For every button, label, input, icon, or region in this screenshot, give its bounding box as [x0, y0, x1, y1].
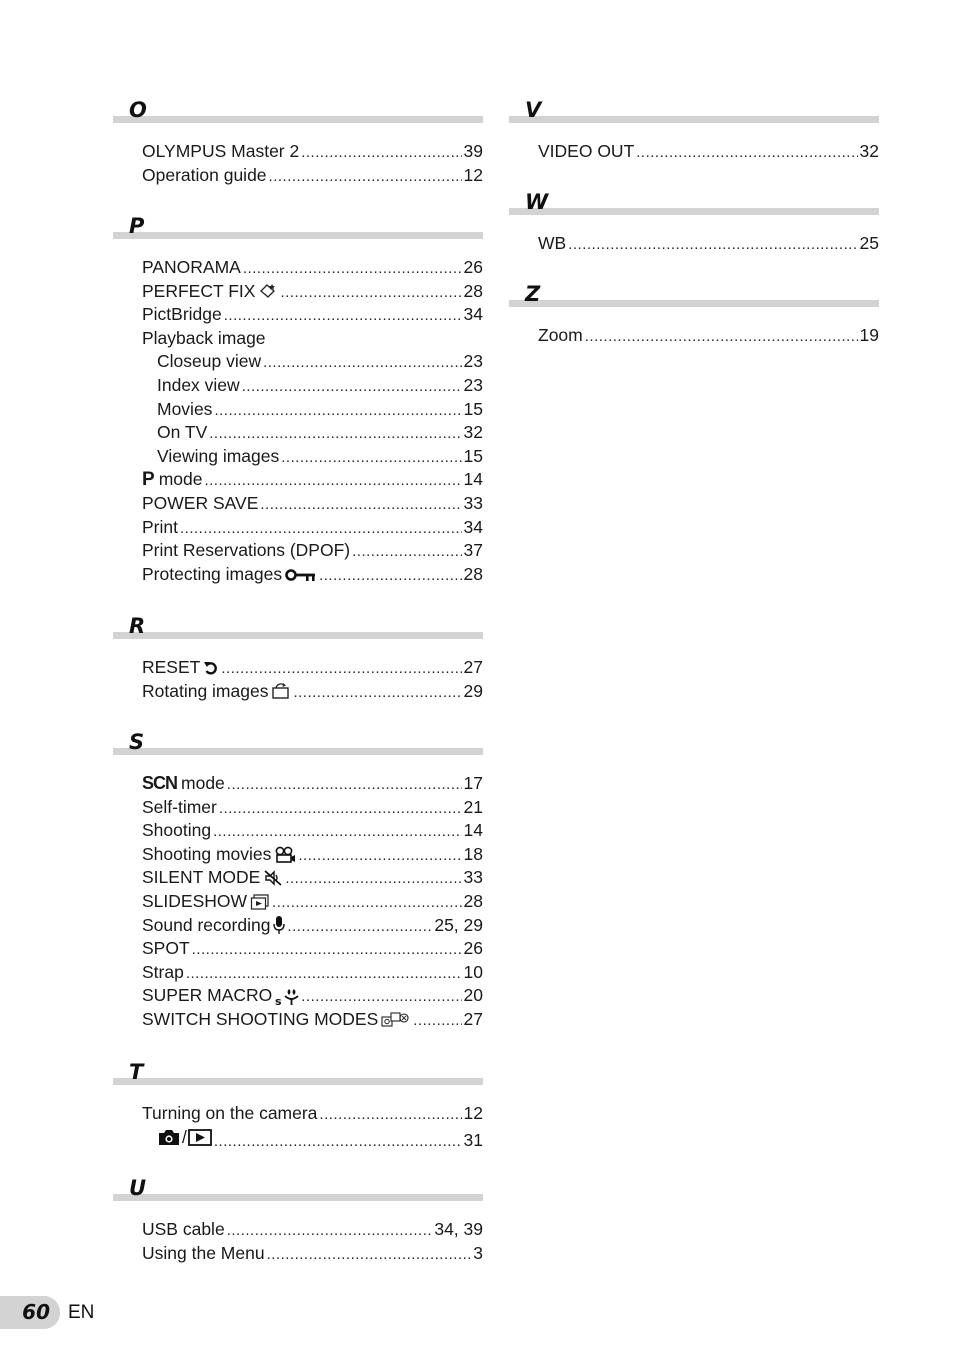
index-entry: Sound recording ..... 25, 29 — [113, 914, 483, 938]
index-entry: Using the Menu ..... 3 — [113, 1242, 483, 1266]
index-entry: Print ..... 34 — [113, 516, 483, 540]
svg-text:s: s — [275, 995, 282, 1007]
index-entry: PictBridge ..... 34 — [113, 303, 483, 327]
index-entry: SWITCH SHOOTING MODES ..... 27 — [113, 1008, 483, 1032]
index-entry: USB cable ..... 34, 39 — [113, 1218, 483, 1242]
index-entry: VIDEO OUT ..... 32 — [509, 140, 879, 164]
section-letter: Z — [525, 282, 541, 306]
index-subentry: Movies ..... 15 — [113, 398, 483, 422]
section-bar — [509, 116, 879, 123]
index-entry: Print Reservations (DPOF) ..... 37 — [113, 539, 483, 563]
camera-icon — [157, 1129, 181, 1146]
section-bar — [509, 300, 879, 307]
index-section-o — [113, 98, 483, 214]
index-entry: OLYMPUS Master 2 ..... 39 — [113, 140, 483, 164]
index-entry: Shooting movies ..... 18 — [113, 843, 483, 867]
index-subentry: Index view ..... 23 — [113, 374, 483, 398]
index-entry-heading: Playback image — [142, 327, 266, 348]
index-entry: Operation guide ..... 12 — [113, 164, 483, 188]
section-bar — [113, 116, 483, 123]
scn-mode-glyph: SCN — [142, 773, 178, 793]
index-entry: SLIDESHOW ..... 28 — [113, 890, 483, 914]
section-bar — [113, 232, 483, 239]
language-label: EN — [68, 1302, 95, 1323]
index-section-p — [113, 214, 483, 614]
index-section-v — [509, 98, 879, 190]
index-section-r — [113, 614, 483, 730]
super-macro-icon — [275, 986, 299, 1006]
index-entry: SPOT ..... 26 — [113, 937, 483, 961]
section-bar — [113, 1078, 483, 1085]
index-entry: PANORAMA ..... 26 — [113, 256, 483, 280]
index-entry: SILENT MODE ..... 33 — [113, 866, 483, 890]
slideshow-icon — [250, 894, 270, 910]
index-entry: Protecting images ..... 28 — [113, 563, 483, 587]
section-bar — [113, 748, 483, 755]
index-column-right — [509, 98, 879, 374]
perfect-fix-icon — [258, 282, 278, 300]
index-entry: Rotating images ..... 29 — [113, 680, 483, 704]
index-entry: POWER SAVE ..... 33 — [113, 492, 483, 516]
index-entry: WB ..... 25 — [509, 232, 879, 256]
movie-camera-icon — [274, 846, 296, 864]
index-entry: Strap ..... 10 — [113, 961, 483, 985]
section-bar — [509, 208, 879, 215]
index-section-u — [113, 1176, 483, 1276]
index-subentry: Closeup view ..... 23 — [113, 350, 483, 374]
index-subentry: On TV ..... 32 — [113, 421, 483, 445]
index-subentry: / ..... 31 — [113, 1126, 483, 1150]
index-entry: Turning on the camera ..... 12 — [113, 1102, 483, 1126]
index-entry: Self-timer ..... 21 — [113, 796, 483, 820]
section-bar — [113, 1194, 483, 1201]
playback-icon — [188, 1129, 212, 1146]
index-section-z — [509, 282, 879, 374]
section-letter: W — [525, 190, 549, 214]
index-entry: SCN mode ..... 17 — [113, 772, 483, 796]
section-letter: S — [129, 730, 145, 754]
key-icon — [285, 568, 317, 582]
index-entry: Zoom ..... 19 — [509, 324, 879, 348]
index-section-t — [113, 1060, 483, 1176]
index-column-left — [113, 98, 483, 1276]
section-letter: P — [129, 214, 145, 238]
index-section-s — [113, 730, 483, 1060]
index-entry: PERFECT FIX ..... 28 — [113, 280, 483, 304]
index-entry: RESET ..... 27 — [113, 656, 483, 680]
page-number: 60 — [22, 1300, 50, 1324]
section-letter: O — [129, 98, 147, 122]
section-letter: U — [129, 1176, 147, 1200]
index-entry: Shooting ..... 14 — [113, 819, 483, 843]
index-entry: SUPER MACRO s ..... 20 — [113, 984, 483, 1008]
index-subentry: Viewing images ..... 15 — [113, 445, 483, 469]
p-mode-glyph: P — [142, 469, 155, 491]
section-bar — [113, 632, 483, 639]
section-letter: R — [129, 614, 146, 638]
microphone-icon — [273, 915, 285, 935]
rotate-icon — [271, 682, 291, 700]
index-entry: P mode ..... 14 — [113, 468, 483, 492]
shooting-modes-icon — [381, 1011, 411, 1029]
index-section-w — [509, 190, 879, 282]
section-letter: T — [129, 1060, 144, 1084]
reset-arrow-icon — [203, 660, 219, 676]
silent-mode-icon — [263, 869, 283, 887]
section-letter: V — [525, 98, 542, 122]
